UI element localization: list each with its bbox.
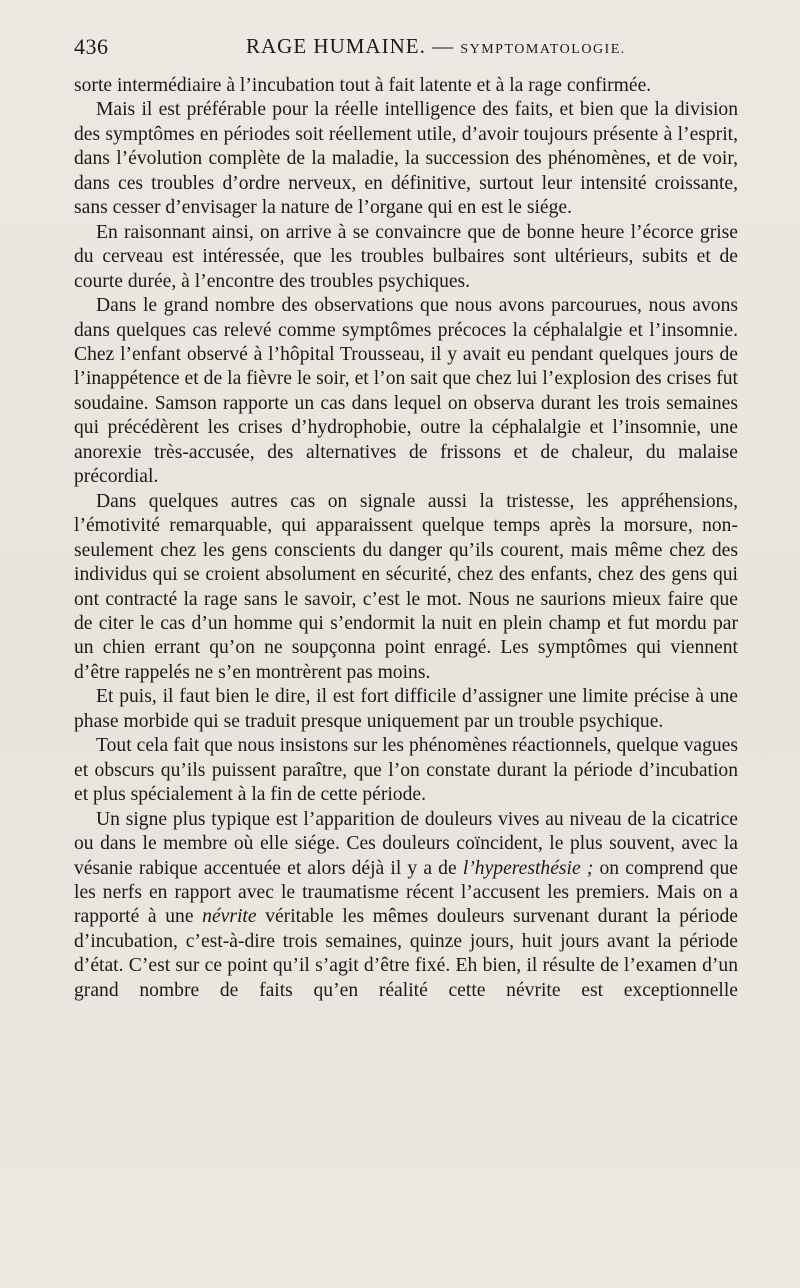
- paragraph: En raisonnant ainsi, on arrive à se convaincre que de bonne heure l’écorce grise du cerveau est intéressée, que les troubles bulbaires sont ultérieurs, subits et de courte durée, à l’encontre des troubles psychiques.: [74, 221, 738, 292]
- paragraph: Dans quelques autres cas on signale aussi la tristesse, les appréhensions, l’émotivité remarquable, qui apparaissent quelque temps après la morsure, non-seulement chez les gens conscients du danger qu’ils courent, mais même chez des individus qui se croient absolument en sécurité, chez des enfants, chez des gens qui ont contracté la rage sans le savoir, c’est le mot. Nous ne saurions mieux faire que de citer le cas d’un homme qui s’endormit la nuit en plein champ et fut mordu par un chien errant qu’on ne soupçonna point enragé. Les symptômes qui viennent d’être rappelés ne s’en montrèrent pas moins.: [74, 490, 738, 683]
- paragraph: Dans le grand nombre des observations que nous avons parcourues, nous avons dans quelques cas relevé comme symptômes précoces la céphalalgie et l’insomnie. Chez l’enfant observé à l’hôpital Trousseau, il y avait eu pendant quelques jours de l’inappétence et de la fièvre le soir, et l’on sait que chez lui l’explosion des crises fut soudaine. Samson rapporte un cas dans lequel on observa durant les trois semaines qui précédèrent les crises d’hydrophobie, outre la céphalalgie et l’insomnie, une anorexie très-accusée, des alternatives de frissons et de chaleur, du malaise précordial.: [74, 295, 738, 488]
- running-head: [74, 34, 738, 74]
- paragraph: Et puis, il faut bien le dire, il est fort difficile d’assigner une limite précise à une phase morbide qui se traduit presque uniquement par un trouble psychique.: [74, 686, 738, 732]
- header-title-block: [246, 34, 626, 59]
- italic-term: névrite: [202, 906, 257, 928]
- text-run: Un signe plus typique est l’apparition de douleurs vives au niveau de la cicatrice ou dans le membre où elle siége. Ces douleurs coïncident, le plus souvent, avec la vésanie rabique accentuée et alors déjà il y a de: [74, 808, 738, 879]
- text-run: on comprend que les nerfs en rapport avec le traumatisme récent l’accusent les premiers. Mais on a rapporté à une: [74, 857, 738, 928]
- chapter-title: RAGE HUMAINE.: [246, 34, 426, 58]
- paragraph-final: [74, 808, 738, 1004]
- page-number: 436: [74, 34, 109, 59]
- paragraph: Tout cela fait que nous insistons sur les phénomènes réactionnels, quelque vagues et obscurs qu’ils puissent paraître, que l’on constate durant la période d’incubation et plus spécialement à la fin de cette période.: [74, 735, 738, 806]
- paragraph: Mais il est préférable pour la réelle intelligence des faits, et bien que la division des symptômes en périodes soit réellement utile, d’avoir toujours présente à l’esprit, dans l’évolution complète de la maladie, la succession des phénomènes, et de voir, dans ces troubles d’ordre nerveux, en définitive, surtout leur intensité croissante, sans cesser d’envisager la nature de l’organe qui en est le siége.: [74, 99, 738, 219]
- body-text: [74, 74, 738, 1003]
- italic-term: l’hyperesthésie ;: [462, 857, 594, 879]
- paragraph-continued: sorte intermédiaire à l’incubation tout à fait latente et à la rage confirmée.: [74, 75, 652, 96]
- section-subtitle: SYMPTOMATOLOGIE.: [460, 42, 626, 57]
- title-separator: —: [432, 34, 455, 58]
- text-run: véritable les mêmes douleurs survenant durant la période d’incubation, c’est-à-dire trois semaines, quinze jours, huit jours avant la période d’état. C’est sur ce point qu’il s’agit d’être fixé. Eh bien, il résulte de l’examen d’un grand nombre de faits qu’en réalité cette névrite est exceptionnelle: [74, 906, 738, 1001]
